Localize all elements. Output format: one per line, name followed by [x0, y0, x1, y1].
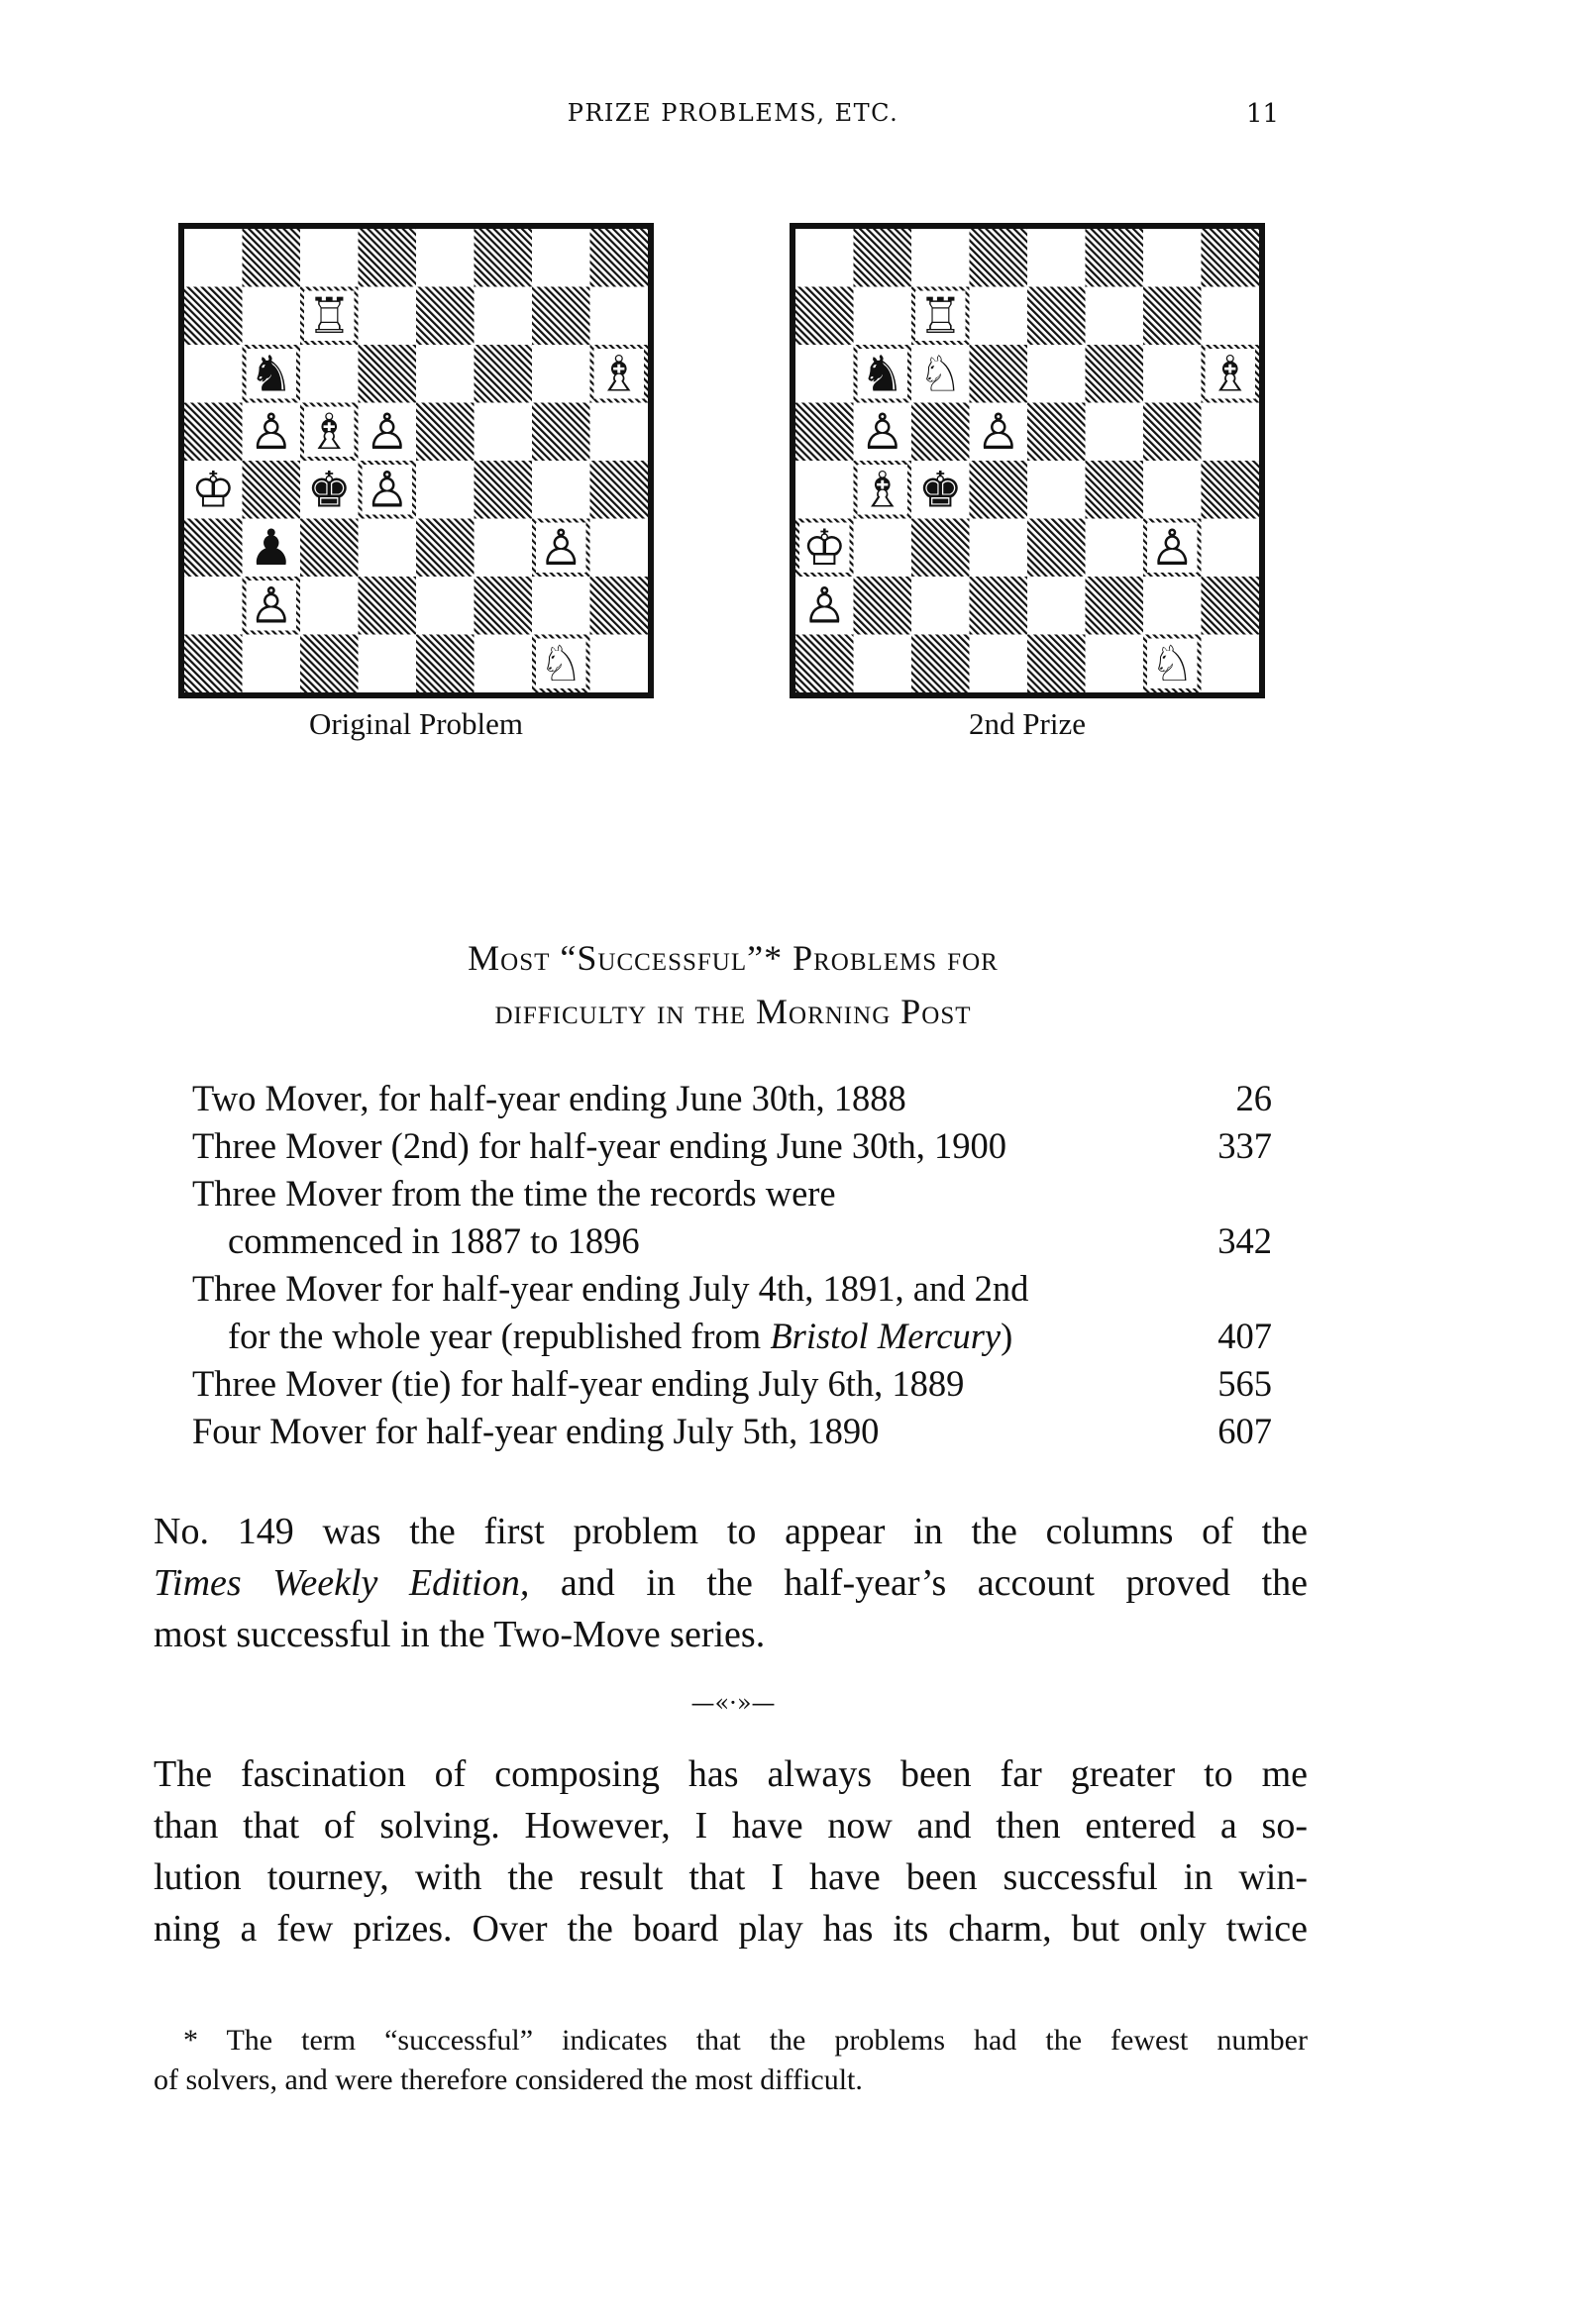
- list-item: [192, 1265, 1272, 1360]
- item-number: 607: [1217, 1411, 1272, 1451]
- dark-square: [184, 635, 243, 693]
- chess-board: [178, 223, 654, 698]
- dark-square: [416, 403, 475, 462]
- dark-square: [475, 577, 533, 635]
- dark-square: [300, 635, 359, 693]
- white-pawn-icon: ♙: [860, 402, 905, 461]
- white-bishop-icon: ♗: [860, 461, 905, 519]
- dark-square: [475, 229, 533, 287]
- text-line: The fascination of composing has always been far greater to me: [154, 1753, 1308, 1795]
- dark-square: [970, 577, 1028, 635]
- dark-square: [795, 635, 854, 693]
- item-number: 407: [1217, 1316, 1272, 1356]
- black-knight-icon: ♞: [249, 345, 294, 403]
- dark-square: [1086, 461, 1144, 519]
- list-item: [192, 1122, 1272, 1170]
- white-bishop-icon: ♗: [1208, 345, 1253, 403]
- dark-square: [1202, 461, 1260, 519]
- black-pawn-icon: ♟: [249, 518, 294, 577]
- publication-title: Times Weekly Edition,: [154, 1562, 530, 1604]
- list-item: [192, 1075, 1272, 1122]
- dark-square: [911, 403, 970, 462]
- dark-square: [1086, 577, 1144, 635]
- item-description: Four Mover for half-year ending July 5th, 1890: [192, 1411, 880, 1451]
- dark-square: [359, 229, 417, 287]
- text-line: ning a few prizes. Over the board play has its charm, but only twice: [154, 1908, 1308, 1950]
- white-pawn-icon: ♙: [365, 461, 410, 519]
- section-heading: [248, 931, 1218, 1038]
- black-king-icon: ♚: [917, 461, 963, 519]
- dark-square: [300, 519, 359, 578]
- item-description: Two Mover, for half-year ending June 30th, 1888: [192, 1078, 906, 1118]
- dark-square: [1202, 229, 1260, 287]
- newspaper-title: Bristol Mercury: [770, 1316, 1002, 1356]
- dark-square: [416, 519, 475, 578]
- section-divider-ornament: —«·»—: [690, 1689, 776, 1717]
- dark-square: [416, 635, 475, 693]
- text-line: No. 149 was the first problem to appear in the columns of the: [154, 1511, 1308, 1552]
- paragraph: [154, 1506, 1308, 1660]
- text-line: most successful in the Two-Move series.: [154, 1614, 766, 1655]
- dark-square: [184, 519, 243, 578]
- dark-square: [911, 519, 970, 578]
- item-continuation: commenced in 1887 to 1896: [228, 1220, 640, 1261]
- chess-board: [790, 223, 1265, 698]
- white-knight-icon: ♘: [538, 634, 583, 692]
- dark-square: [532, 287, 590, 346]
- diagram-2nd-prize: [790, 223, 1265, 742]
- dark-square: [243, 229, 301, 287]
- chess-board-graphic: [184, 229, 648, 692]
- white-knight-icon: ♘: [1149, 634, 1195, 692]
- dark-square: [1027, 287, 1086, 346]
- white-king-icon: ♔: [801, 518, 847, 577]
- item-description: Three Mover (tie) for half-year ending July 6th, 1889: [192, 1363, 965, 1404]
- white-rook-icon: ♖: [306, 286, 352, 345]
- dark-square: [590, 577, 649, 635]
- paragraph: [154, 1748, 1308, 1954]
- footnote-line: of solvers, and were therefore considered the most difficult.: [154, 2063, 863, 2096]
- white-pawn-icon: ♙: [249, 577, 294, 635]
- running-title: PRIZE PROBLEMS, ETC.: [567, 99, 899, 127]
- dark-square: [184, 287, 243, 346]
- dark-square: [532, 403, 590, 462]
- list-item: [192, 1170, 1272, 1265]
- dark-square: [854, 229, 912, 287]
- dark-square: [359, 345, 417, 403]
- item-continuation: [192, 1313, 1272, 1360]
- white-pawn-icon: ♙: [365, 402, 410, 461]
- dark-square: [1086, 345, 1144, 403]
- cont-text: ): [1001, 1316, 1013, 1356]
- dark-square: [475, 345, 533, 403]
- dark-square: [1086, 229, 1144, 287]
- white-pawn-icon: ♙: [249, 402, 294, 461]
- item-description: Three Mover (2nd) for half-year ending June 30th, 1900: [192, 1125, 1006, 1166]
- white-knight-icon: ♘: [917, 345, 963, 403]
- footnote: [154, 2021, 1308, 2100]
- white-king-icon: ♔: [190, 461, 236, 519]
- dark-square: [970, 461, 1028, 519]
- item-description: Three Mover for half-year ending July 4th, 1891, and 2nd: [192, 1268, 1029, 1309]
- cont-text: for the whole year (republished from: [228, 1316, 771, 1356]
- dark-square: [970, 229, 1028, 287]
- diagram-original-problem: [178, 223, 654, 742]
- dark-square: [1202, 577, 1260, 635]
- white-bishop-icon: ♗: [596, 345, 642, 403]
- white-pawn-icon: ♙: [801, 577, 847, 635]
- board-caption: Original Problem: [308, 706, 524, 741]
- dark-square: [184, 403, 243, 462]
- white-pawn-icon: ♙: [976, 402, 1021, 461]
- dark-square: [590, 229, 649, 287]
- black-king-icon: ♚: [306, 461, 352, 519]
- white-rook-icon: ♖: [917, 286, 963, 345]
- white-pawn-icon: ♙: [538, 518, 583, 577]
- dark-square: [243, 461, 301, 519]
- problem-list: [192, 1075, 1272, 1455]
- text-line: [154, 1557, 1308, 1609]
- page-number: 11: [1246, 99, 1280, 129]
- text-line: than that of solving. However, I have now and then entered a so-: [154, 1805, 1308, 1847]
- chess-board-graphic: [795, 229, 1259, 692]
- dark-square: [590, 461, 649, 519]
- item-number: 26: [1235, 1078, 1272, 1118]
- item-number: 565: [1217, 1363, 1272, 1404]
- dark-square: [1027, 635, 1086, 693]
- dark-square: [911, 635, 970, 693]
- dark-square: [359, 577, 417, 635]
- heading-line: difficulty in the Morning Post: [494, 992, 972, 1031]
- list-item: [192, 1360, 1272, 1408]
- white-pawn-icon: ♙: [1149, 518, 1195, 577]
- dark-square: [795, 403, 854, 462]
- dark-square: [1143, 403, 1202, 462]
- dark-square: [1143, 287, 1202, 346]
- white-bishop-icon: ♗: [306, 402, 352, 461]
- footnote-line: * The term “successful” indicates that the problems had the fewest number: [183, 2024, 1308, 2057]
- text-line: lution tourney, with the result that I have been successful in win-: [154, 1856, 1308, 1898]
- dark-square: [475, 461, 533, 519]
- item-number: 342: [1217, 1220, 1272, 1261]
- dark-square: [970, 345, 1028, 403]
- heading-line: Most “Successful”* Problems for: [468, 938, 999, 978]
- dark-square: [795, 287, 854, 346]
- item-description: Three Mover from the time the records were: [192, 1173, 836, 1214]
- dark-square: [1027, 403, 1086, 462]
- text-segment: and in the half-year’s account proved the: [529, 1562, 1308, 1604]
- board-caption: 2nd Prize: [969, 706, 1086, 741]
- item-number: 337: [1217, 1125, 1272, 1166]
- list-item: [192, 1408, 1272, 1455]
- running-head: [0, 99, 1585, 139]
- dark-square: [416, 287, 475, 346]
- dark-square: [1027, 519, 1086, 578]
- black-knight-icon: ♞: [860, 345, 905, 403]
- dark-square: [854, 577, 912, 635]
